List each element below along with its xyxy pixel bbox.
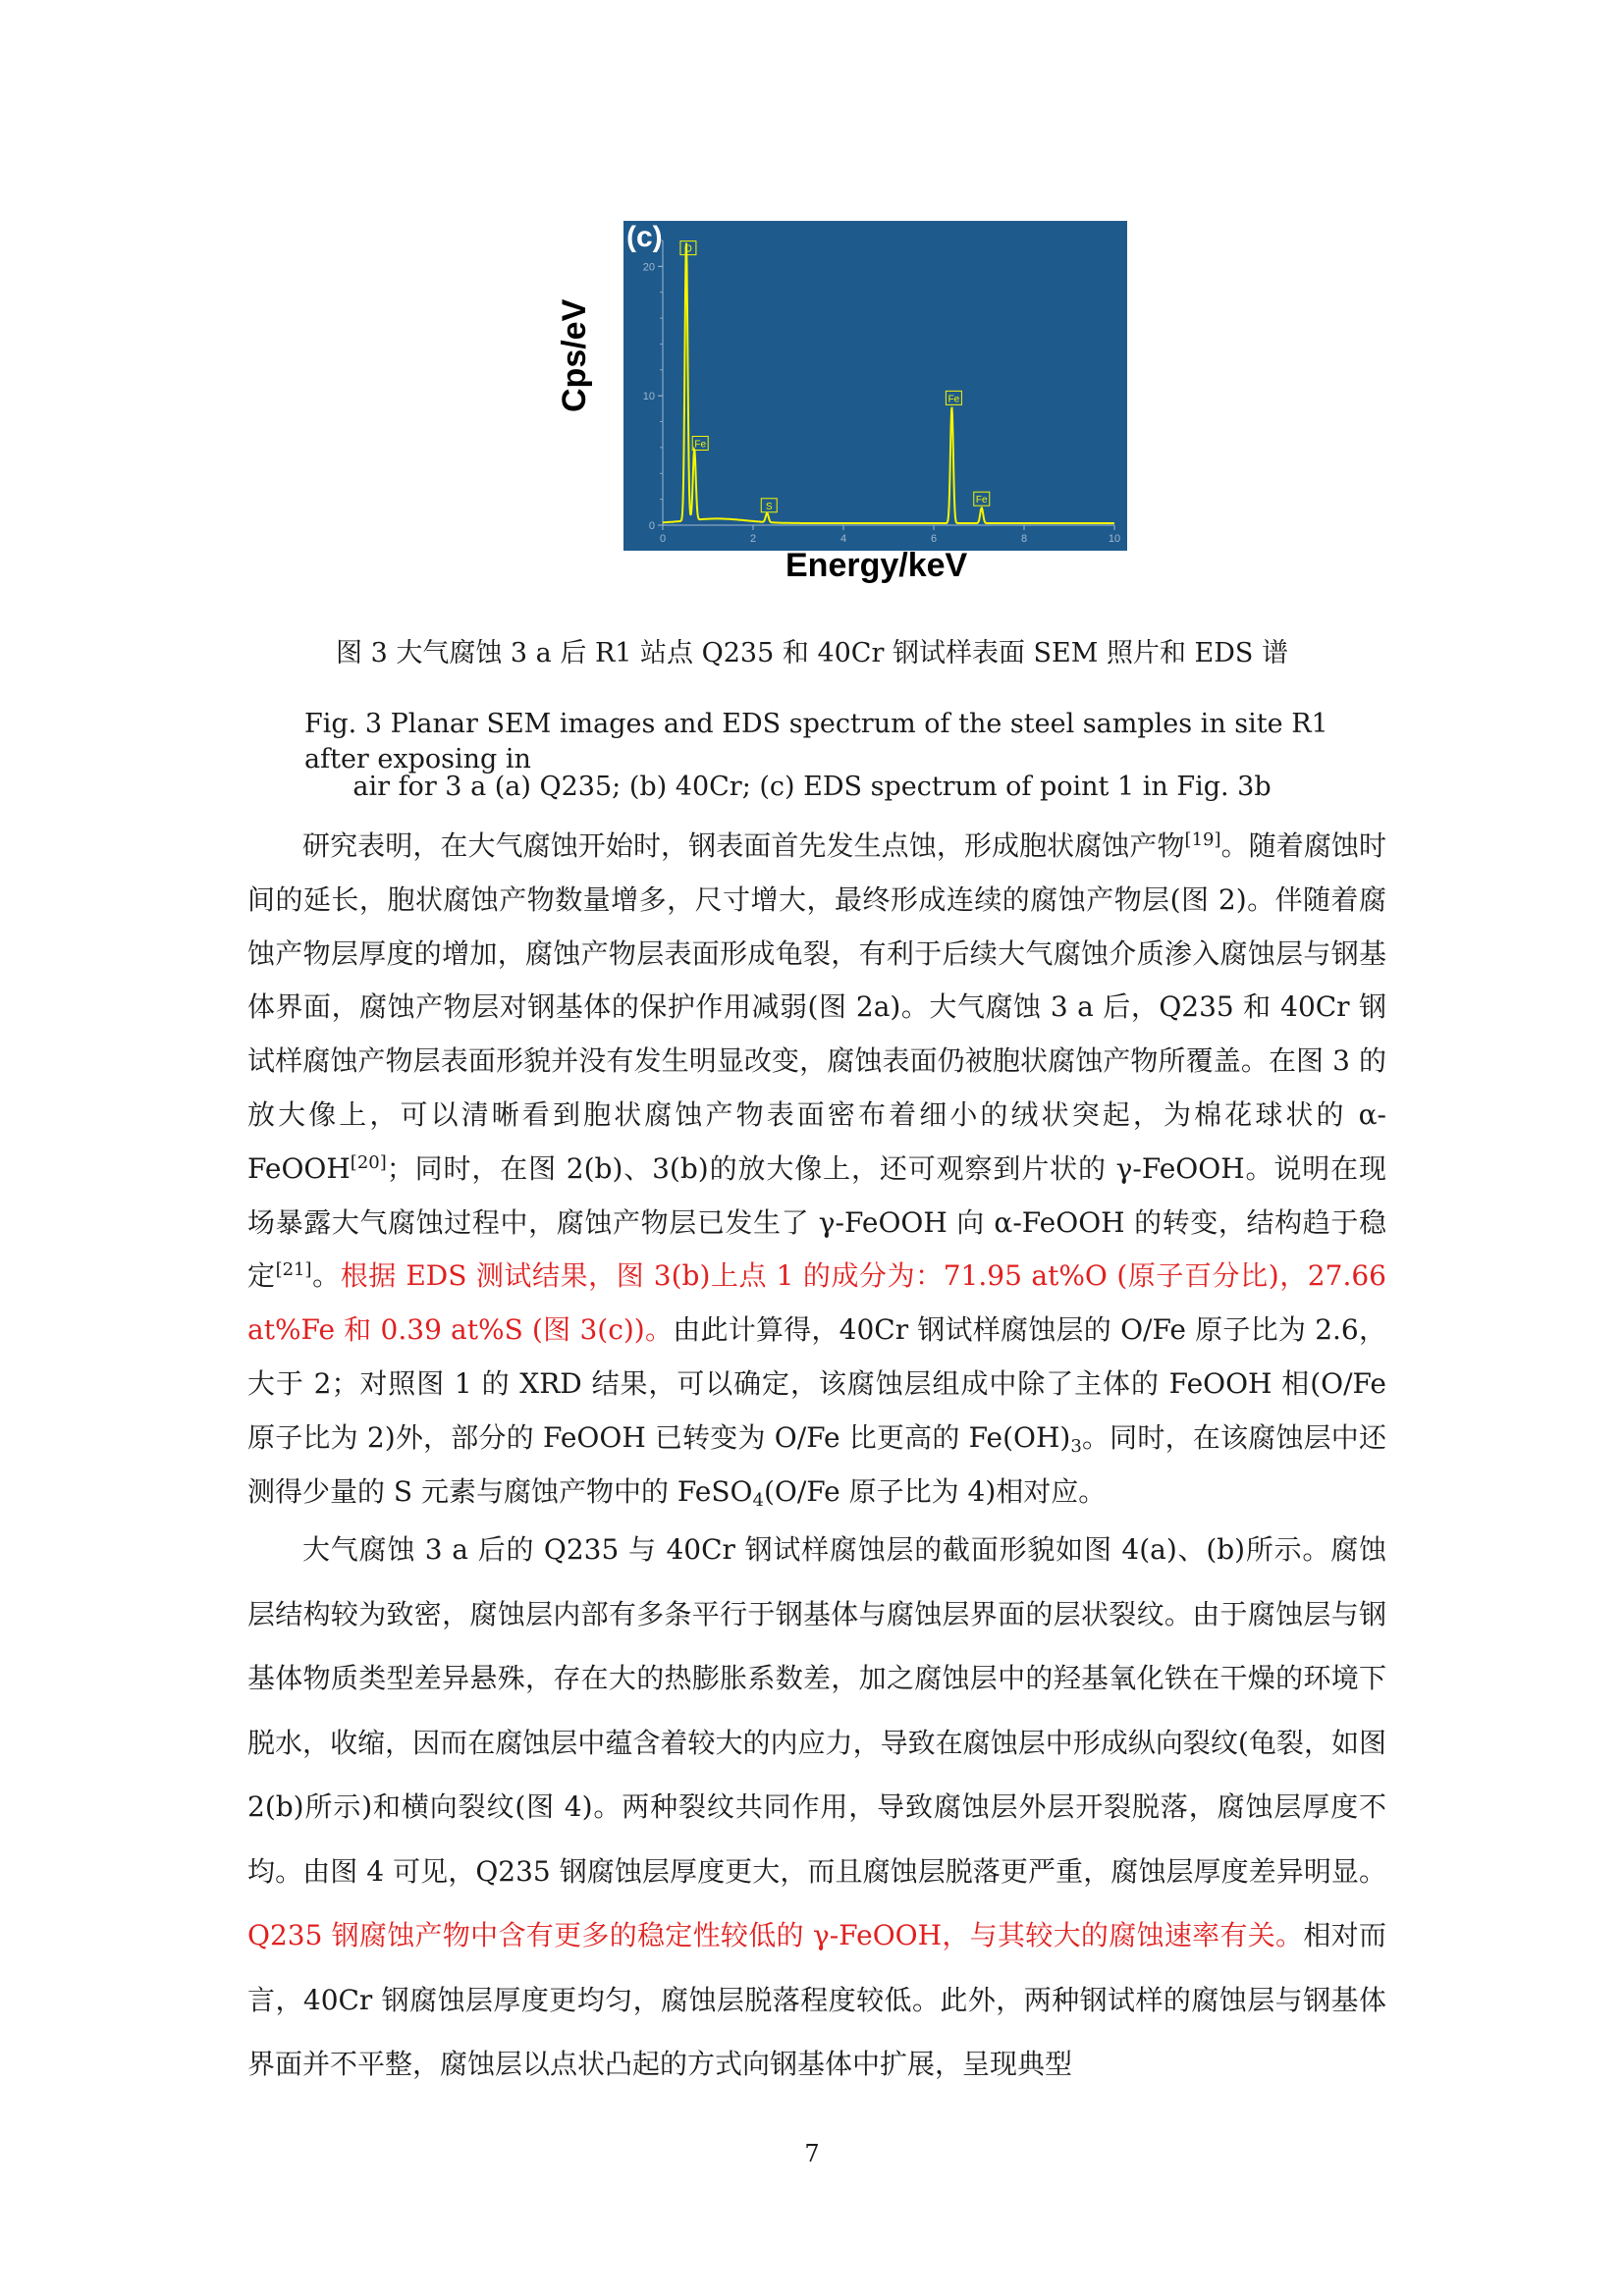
para1-text: 。 <box>311 1259 341 1293</box>
para1-text: 由此计算得，40Cr 钢试样腐蚀层的 O/Fe 原子比为 2.6，大于 2；对照图 1 的 XRD 结果，可以确定，该腐蚀层组成中除了主体的 FeOOH 相(O/Fe 原子比为 2)外，部分的 FeOOH 已转变为 O/Fe 比更高的 Fe(OH) <box>247 1313 1386 1454</box>
citation-21: [21] <box>275 1259 312 1281</box>
page-number: 7 <box>804 2140 820 2167</box>
peak-label-fe: Fe <box>947 394 960 405</box>
x-tick-label: 10 <box>1108 533 1121 545</box>
x-tick-label: 8 <box>1020 533 1028 545</box>
para1-text: 。同时，在该腐蚀层中还测得少量的 S 元素与腐蚀产物中的 FeSO <box>247 1420 1386 1508</box>
para2-text: 相对而言，40Cr 钢腐蚀层厚度更均匀，腐蚀层脱落程度较低。此外，两种钢试样的腐蚀层与钢基体界面并不平整，腐蚀层以点状凸起的方式向钢基体中扩展，呈现典型 <box>247 1919 1386 2080</box>
figure-caption-english-line1: Fig. 3 Planar SEM images and EDS spectrum of the steel samples in site R1 after exposing in <box>304 709 1328 774</box>
figure-caption-chinese: 图 3 大气腐蚀 3 a 后 R1 站点 Q235 和 40Cr 钢试样表面 SEM 照片和 EDS 谱 <box>336 638 1288 668</box>
citation-20: [20] <box>350 1151 387 1173</box>
subscript: 3 <box>1070 1435 1082 1457</box>
peak-label-s: S <box>765 501 773 512</box>
highlighted-sentence: Q235 钢腐蚀产物中含有更多的稳定性较低的 γ-FeOOH，与其较大的腐蚀速率有关。 <box>247 1919 1304 1951</box>
eds-spectrum-figure <box>550 211 1139 594</box>
para2-text: 大气腐蚀 3 a 后的 Q235 与 40Cr 钢试样腐蚀层的截面形貌如图 4(a)、(b)所示。腐蚀层结构较为致密，腐蚀层内部有多条平行于钢基体与腐蚀层界面的层状裂纹。由于腐蚀层与钢基体物质类型差异悬殊，存在大的热膨胀系数差，加之腐蚀层中的羟基氧化铁在干燥的环境下脱水，收缩，因而在腐蚀层中蕴含着较大的内应力，导致在腐蚀层中形成纵向裂纹(龟裂，如图 2(b)所示)和横向裂纹(图 4)。两种裂纹共同作用，导致腐蚀层外层开裂脱落，腐蚀层厚度不均。由图 4 可见，Q235 钢腐蚀层厚度更大，而且腐蚀层脱落更严重，腐蚀层厚度差异明显。 <box>247 1533 1386 1888</box>
x-axis-label: Energy/keV <box>785 547 968 584</box>
y-axis-label: Cps/eV <box>556 298 593 412</box>
x-tick-label: 4 <box>839 533 847 545</box>
x-tick-label: 6 <box>930 533 938 545</box>
peak-label-fe: Fe <box>975 495 988 507</box>
body-paragraph-2 <box>247 1518 1386 2097</box>
peak-label-o: O <box>684 243 692 255</box>
y-tick-label: 20 <box>642 261 655 274</box>
subscript: 4 <box>752 1489 764 1511</box>
para1-text: ；同时，在图 2(b)、3(b)的放大像上，还可观察到片状的 γ-FeOOH。说明在现场暴露大气腐蚀过程中，腐蚀产物层已发生了 γ-FeOOH 向 α-FeOOH 的转变，结构趋于稳定 <box>247 1151 1386 1293</box>
eds-spectrum-panel <box>623 221 1127 551</box>
panel-label: (c) <box>626 221 663 253</box>
highlighted-eds-result: 根据 EDS 测试结果，图 3(b)上点 1 的成分为：71.95 at%O (原子百分比)，27.66 at%Fe 和 0.39 at%S (图 3(c))。 <box>247 1259 1386 1347</box>
y-tick-label: 10 <box>642 391 655 403</box>
peak-label-fe: Fe <box>694 439 707 451</box>
figure-caption-english-line2: air for 3 a (a) Q235; (b) 40Cr; (c) EDS spectrum of point 1 in Fig. 3b <box>352 772 1272 802</box>
body-paragraph-1 <box>247 820 1386 1519</box>
para1-text: 研究表明，在大气腐蚀开始时，钢表面首先发生点蚀，形成胞状腐蚀产物 <box>302 829 1185 862</box>
eds-spectrum-chart <box>623 221 1127 551</box>
x-tick-label: 2 <box>749 533 757 545</box>
spectrum-line <box>663 242 1114 523</box>
para1-text: 。随着腐蚀时间的延长，胞状腐蚀产物数量增多，尺寸增大，最终形成连续的腐蚀产物层(图 2)。伴随着腐蚀产物层厚度的增加，腐蚀产物层表面形成龟裂，有利于后续大气腐蚀介质渗入腐蚀层与钢基体界面，腐蚀产物层对钢基体的保护作用减弱(图 2a)。大气腐蚀 3 a 后，Q235 和 40Cr 钢试样腐蚀产物层表面形貌并没有发生明显改变，腐蚀表面仍被胞状腐蚀产物所覆盖。在图 3 的放大像上，可以清晰看到胞状腐蚀产物表面密布着细小的绒状突起，为棉花球状的 α-FeOOH <box>247 829 1386 1185</box>
para1-text: (O/Fe 原子比为 4)相对应。 <box>763 1474 1107 1508</box>
y-tick-label: 0 <box>648 520 655 532</box>
x-tick-label: 0 <box>659 533 667 545</box>
citation-19: [19] <box>1184 829 1221 850</box>
